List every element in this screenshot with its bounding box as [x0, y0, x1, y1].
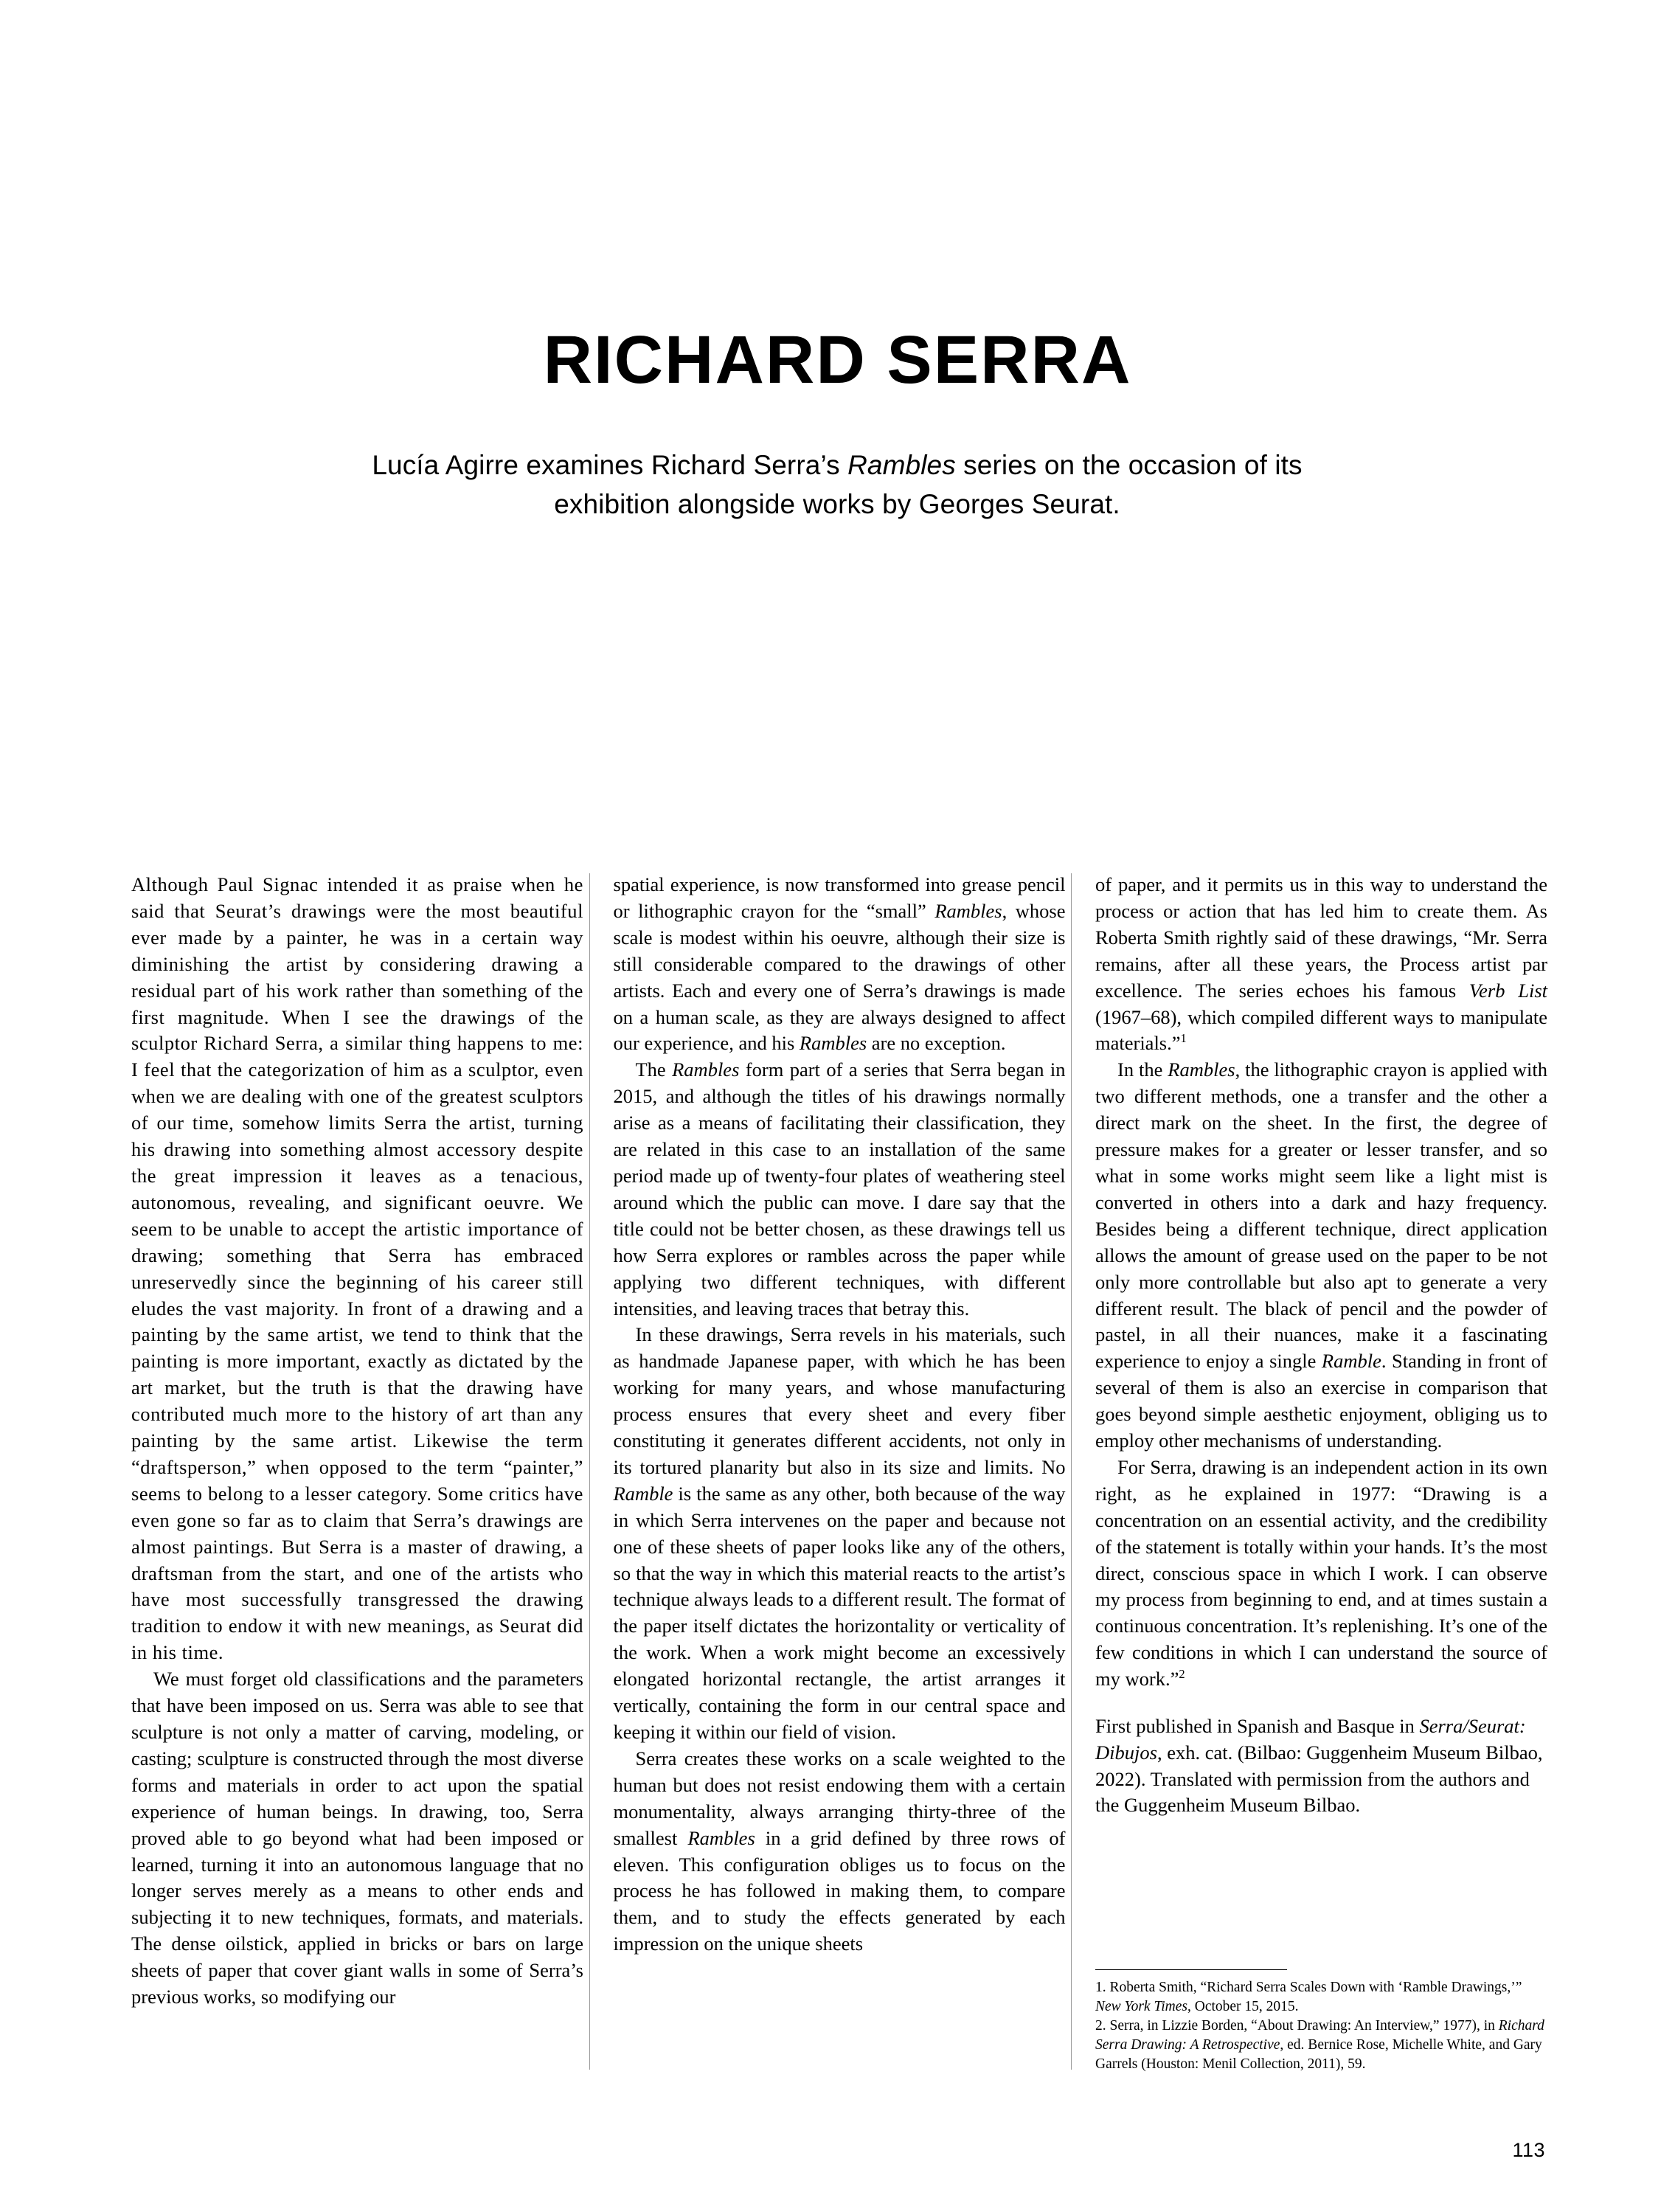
paragraph: Although Paul Signac intended it as praise when he said that Seurat’s drawings were the most beautiful ever made by a painter, he was in a certain way diminishing the artist by considering drawing a residual part of his work rather than something of the first magnitude. When I see the drawings of the sculptor Richard Serra, a similar thing happens to me: I feel that the categorization of him as a sculptor, even when we are dealing with one of the greatest sculptors of our time, somehow limits Serra the artist, turning his drawing into something almost accessory despite the great impression it leaves as a tenacious, autonomous, revealing, and significant oeuvre. We seem to be unable to accept the artistic importance of drawing; something that Serra has embraced unreservedly since the beginning of his career still eludes the vast majority. In front of a drawing and a painting by the same artist, we tend to think that the painting is more important, exactly as dictated by the art market, but the truth is that the drawing have contributed much more to the history of art than any painting by the same artist. Likewise the term “draftsperson,” when opposed to the term “painter,” seems to belong to a lesser category. Some critics have even gone so far as to claim that Serra’s drawings are almost paintings. But Serra is a master of drawing, a draftsman from the start, and one of the artists who have most successfully transgressed the drawing tradition to endow it with new meanings, as Seurat did in his time. [131, 873, 583, 1664]
footnote-item: 2. Serra, in Lizzie Borden, “About Drawing: An Interview,” 1977), in Richard Serra Drawing: A Retrospective, ed. Bernice Rose, Michelle White, and Gary Garrels (Houston: Menil Collection, 2011), 59. [1095, 2018, 1544, 2073]
publication-credit [1095, 1713, 1547, 1819]
paragraph: In these drawings, Serra revels in his materials, such as handmade Japanese paper, with which he has been working for many years, and whose manufacturing process ensures that every sheet and every fiber constituting it generates different accidents, not only in its tortured planarity but also in its size and limits. No Ramble is the same as any other, both because of the way in which Serra intervenes on the paper and because not one of these sheets of paper looks like any of the others, so that the way in which this material reacts to the artist’s technique always leads to a different result. The format of the paper itself dictates the horizontality or verticality of the work. When a work might become an excessively elongated horizontal rectangle, the artist arranges it vertically, containing the form in our central space and keeping it within our field of vision. [613, 1323, 1066, 1743]
footnote-item: 1. Roberta Smith, “Richard Serra Scales Down with ‘Ramble Drawings,’” New York Times, October 15, 2015. [1095, 1980, 1522, 2015]
paragraph: In the Rambles, the lithographic crayon is applied with two different methods, one a transfer and the other a direct mark on the sheet. In the first, the degree of pressure makes for a greater or lesser transfer, and so what in some works might seem like a light mist is converted in others into a dark and hazy frequency. Besides being a different technique, direct application allows the amount of grease used on the paper to be not only more controllable but also apt to generate a very different result. The black of pencil and the powder of pastel, in all their nuances, make it a fascinating experience to enjoy a single Ramble. Standing in front of several of them is also an exercise in comparison that goes beyond simple aesthetic enjoyment, obliging us to employ other mechanisms of understanding. [1095, 1058, 1548, 1452]
paragraph: Serra creates these works on a scale weighted to the human but does not resist endowing them with a certain monumentality, always arranging thirty-three of the smallest Rambles in a grid defined by three rows of eleven. This configuration obliges us to focus on the process he has followed in making them, to compare them, and to study the effects generated by each impression on the unique sheets [613, 1747, 1066, 1955]
paragraph: of paper, and it permits us in this way to understand the process or action that has led him to create them. As Roberta Smith rightly said of these drawings, “Mr. Serra remains, after all these years, the Process artist par excellence. The series echoes his famous Verb List (1967–68), which compiled different ways to manipulate materials.”$^1$ [1095, 873, 1548, 1055]
page-title: RICHARD SERRA [543, 322, 1132, 398]
standfirst [317, 446, 1357, 524]
paragraph: The Rambles form part of a series that Serra began in 2015, and although the titles of his drawings normally arise as a means of facilitating their classification, they are related in this case to an installation of the same period made up of twenty-four plates of weathering steel around which the public can move. I dare say that the title could not be better chosen, as these drawings tell us how Serra explores or rambles across the paper while applying two different techniques, with different intensities, and leaving traces that betray this. [613, 1058, 1066, 1320]
credit-text: First published in Spanish and Basque in Serra/Seurat: Dibujos, exh. cat. (Bilbao: Guggenheim Museum Bilbao, 2022). Translated with permission from the authors and the Guggenheim Museum Bilbao. [1095, 1715, 1543, 1817]
standfirst-before: Lucía Agirre examines Richard Serra’s [372, 450, 848, 480]
paragraph: We must forget old classifications and the parameters that have been imposed on us. Serra was able to see that sculpture is not only a matter of carving, modeling, or casting; sculpture is constructed through the most diverse forms and materials in order to act upon the spatial experience of human beings. In drawing, too, Serra proved able to go beyond what had been imposed or learned, turning it into an autonomous language that no longer serves merely as a means to other ends and subjecting it to new techniques, formats, and materials. The dense oilstick, applied in bricks or bars on large sheets of paper that cover giant walls in some of Serra’s previous works, so modifying our [131, 1668, 583, 2008]
paragraph: For Serra, drawing is an independent action in its own right, as he explained in 1977: “Drawing is a concentration on an essential activity, and the credibility of the statement is totally within your hands. It’s the most direct, conscious space in which I work. I can observe my process from beginning to end, and at times sustain a continuous concentration. It’s replenishing. It’s one of the few conditions in which I can understand the source of my work.”$^2$ [1095, 1455, 1547, 1691]
standfirst-italic-title: Rambles [847, 450, 956, 480]
footnote-rule [1095, 1969, 1287, 1970]
column-1 [131, 872, 583, 2074]
column-3 [1095, 872, 1547, 2074]
body-columns [131, 872, 1547, 2074]
page-number: 113 [1512, 2139, 1545, 2161]
footnotes [1095, 1969, 1547, 2074]
standfirst-after: series on the occasion of its exhibition alongside works by Georges Seurat. [554, 450, 1303, 519]
paragraph: spatial experience, is now transformed into grease pencil or lithographic crayon for the “small” Rambles, whose scale is modest within his oeuvre, although their size is still considerable compared to the drawings of other artists. Each and every one of Serra’s drawings is made on a human scale, as they are always designed to affect our experience, and his Rambles are no exception. [613, 873, 1066, 1055]
column-2 [614, 872, 1066, 2074]
